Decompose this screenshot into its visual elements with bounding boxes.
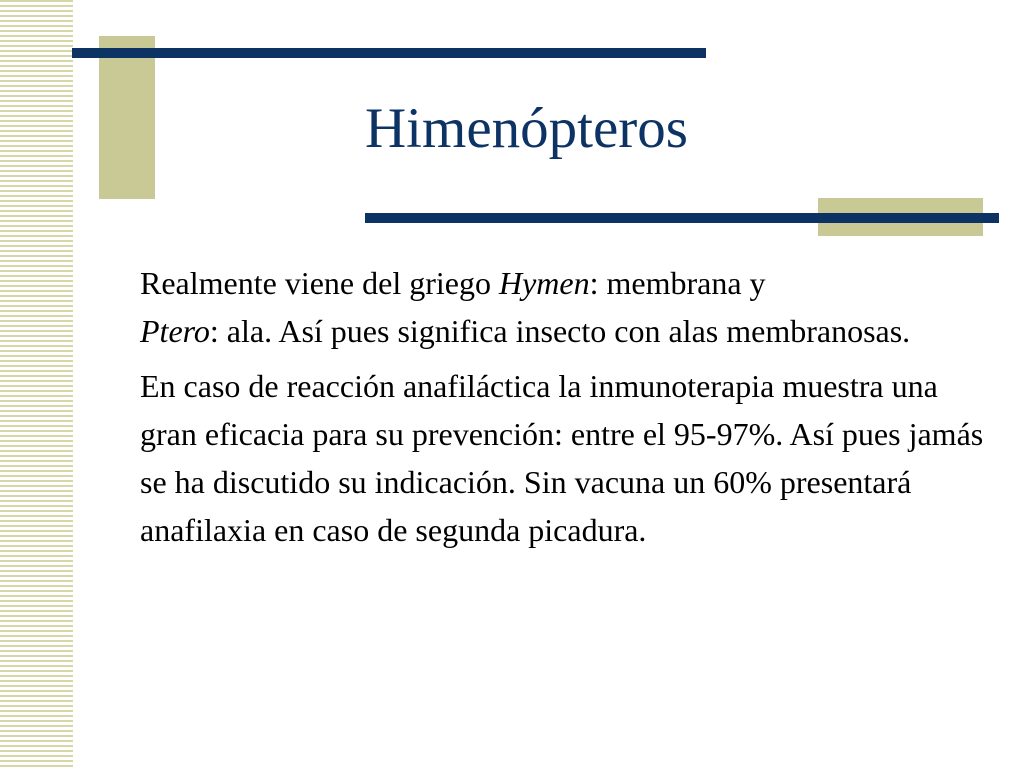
etymology-text-1: Realmente viene del griego [140,265,499,301]
decorative-top-line [72,48,706,58]
paragraph-immunotherapy: En caso de reacción anafiláctica la inmunoterapia muestra una gran eficacia para su prevención: entre el 95-97%. Así pues jamás se ha discutido su indicación. Sin vacuna un 60% presentará anafilaxia en caso de segunda picadura. [140,368,984,548]
decorative-bottom-line [365,213,999,223]
term-hymen: Hymen [498,265,590,301]
decorative-top-block [99,36,155,199]
etymology-text-2: : membrana y [589,265,766,301]
term-ptero: Ptero [140,313,210,349]
paragraph-etymology [140,259,985,355]
decorative-stripes [0,0,73,768]
etymology-text-3: : ala. Así pues significa insecto con alas membranosas. [209,313,911,349]
slide-title: Himenópteros [365,97,688,160]
slide-body [140,259,985,561]
